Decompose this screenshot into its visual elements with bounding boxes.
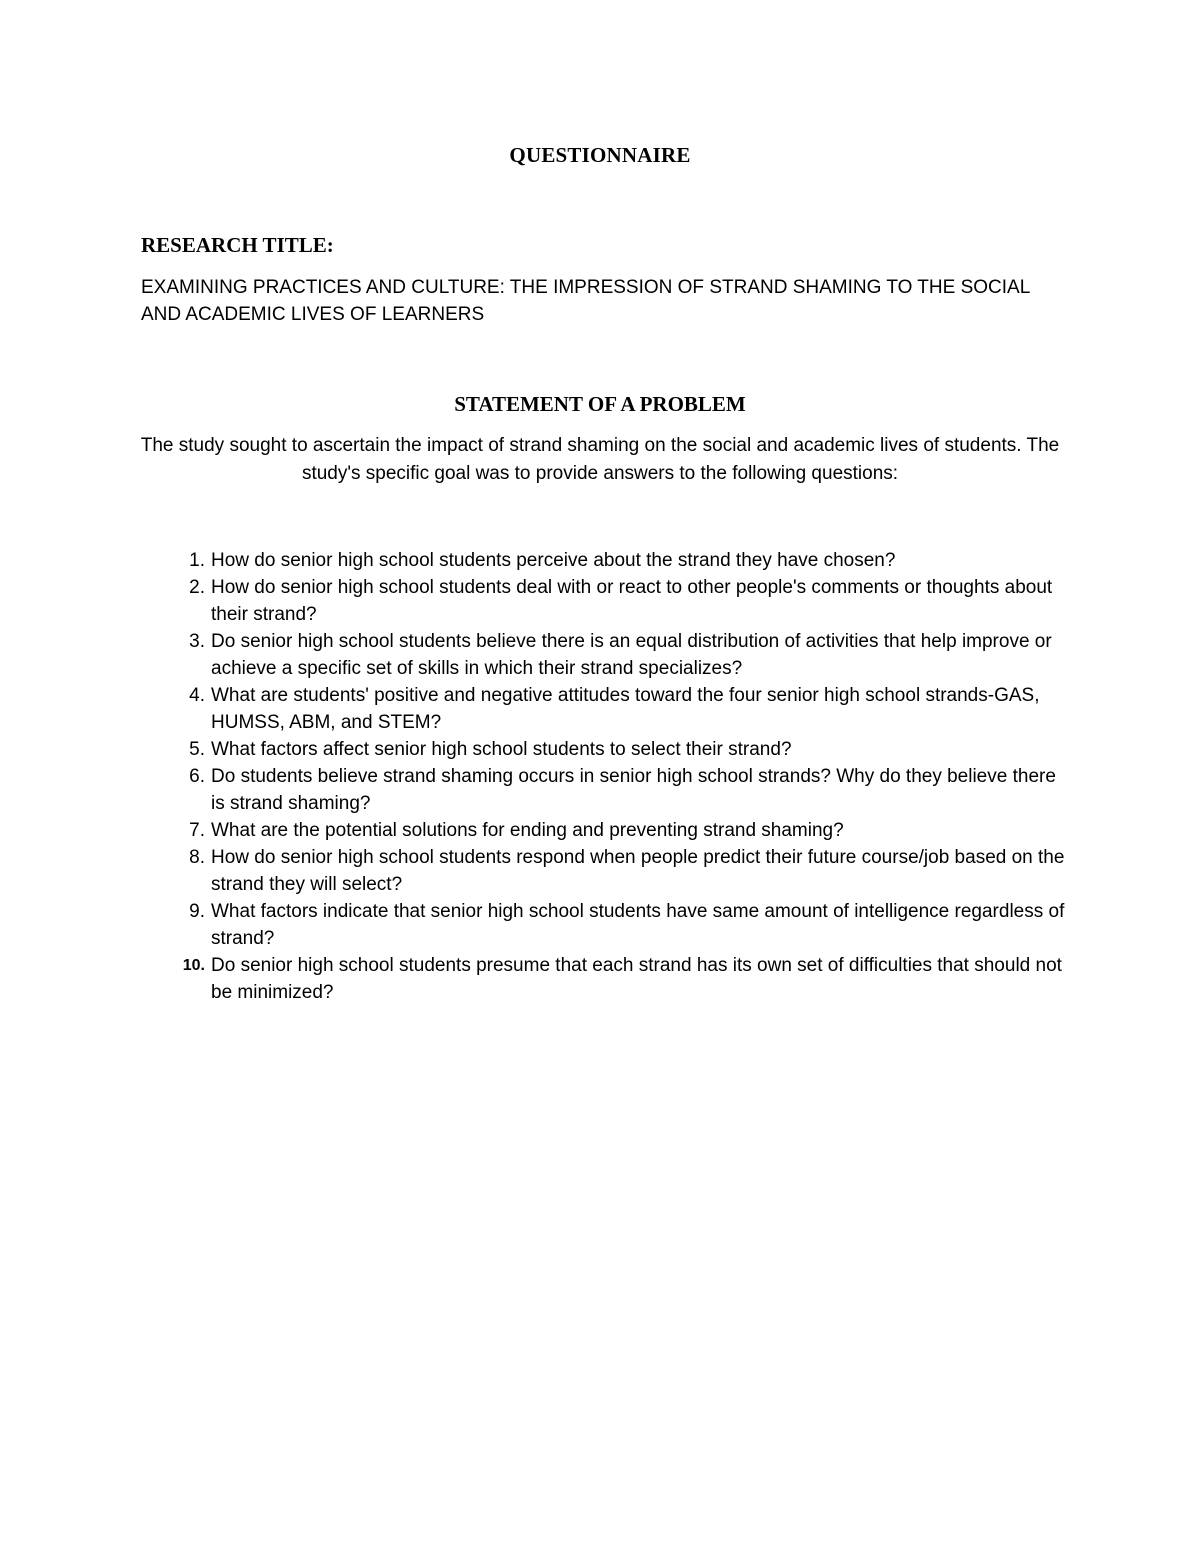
- question-number: 2.: [189, 577, 205, 598]
- question-item-4: [141, 682, 1071, 736]
- question-number: 5.: [189, 739, 205, 760]
- question-number: 3.: [189, 631, 205, 652]
- question-item-1: [141, 547, 1071, 574]
- question-text: How do senior high school students perceive about the strand they have chosen?: [211, 550, 896, 571]
- question-text: How do senior high school students respond when people predict their future course/job based on the strand they will select?: [211, 847, 1065, 895]
- question-item-8: [141, 844, 1071, 898]
- question-number: 9.: [189, 901, 205, 922]
- question-item-9: [141, 898, 1071, 952]
- statement-of-problem-heading: STATEMENT OF A PROBLEM: [454, 392, 746, 416]
- question-text: What factors indicate that senior high school students have same amount of intelligence regardless of strand?: [211, 901, 1065, 949]
- document-title: QUESTIONNAIRE: [509, 143, 691, 167]
- question-item-3: [141, 628, 1071, 682]
- question-list: [141, 547, 1071, 1006]
- question-text: What factors affect senior high school students to select their strand?: [211, 739, 792, 760]
- question-number: 8.: [189, 847, 205, 868]
- question-item-2: [141, 574, 1071, 628]
- question-number: 7.: [189, 820, 205, 841]
- question-number: 4.: [189, 685, 205, 706]
- question-text: What are students' positive and negative attitudes toward the four senior high school strands-GAS, HUMSS, ABM, and STEM?: [211, 685, 1040, 733]
- question-item-6: [141, 763, 1071, 817]
- question-number: 1.: [189, 550, 205, 571]
- question-number: 10.: [182, 957, 205, 974]
- research-title-heading: RESEARCH TITLE:: [141, 233, 334, 257]
- question-text: Do senior high school students believe there is an equal distribution of activities that help improve or achieve a specific set of skills in which their strand specializes?: [211, 631, 1052, 679]
- question-text: Do senior high school students presume that each strand has its own set of difficulties that should not be minimized?: [211, 955, 1062, 1003]
- research-title-text: EXAMINING PRACTICES AND CULTURE: THE IMPRESSION OF STRAND SHAMING TO THE SOCIAL AND ACADEMIC LIVES OF LEARNERS: [141, 277, 1030, 325]
- question-item-5: [141, 736, 1071, 763]
- statement-of-problem-intro: The study sought to ascertain the impact of strand shaming on the social and academic lives of students. The study's specific goal was to provide answers to the following questions:: [140, 435, 1060, 484]
- question-item-10: [141, 952, 1071, 1006]
- question-text: What are the potential solutions for ending and preventing strand shaming?: [211, 820, 844, 841]
- question-item-7: [141, 817, 1071, 844]
- question-number: 6.: [189, 766, 205, 787]
- question-text: How do senior high school students deal with or react to other people's comments or thoughts about their strand?: [211, 577, 1053, 625]
- question-text: Do students believe strand shaming occurs in senior high school strands? Why do they believe there is strand shaming?: [211, 766, 1056, 814]
